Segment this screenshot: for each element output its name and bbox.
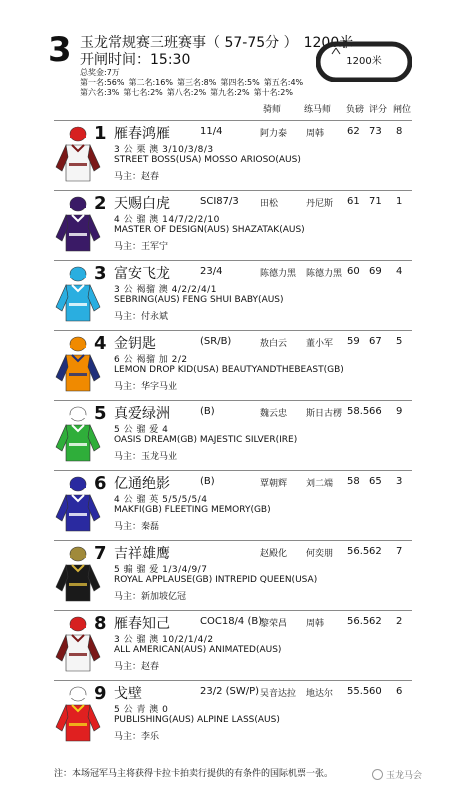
- horse-name: 真爱绿洲: [114, 406, 170, 422]
- rating: 60: [369, 686, 382, 697]
- col-trainer: 练马师: [304, 105, 332, 115]
- horse-details: 3 公 褐骝 澳 4/2/2/4/1: [114, 285, 217, 295]
- runner-number: 2: [94, 193, 107, 214]
- trainer-name: 董小军: [306, 339, 334, 349]
- weight: 56.5: [347, 546, 370, 557]
- rating: 71: [369, 196, 382, 207]
- owner: 马主：王军宁: [114, 242, 169, 252]
- prize-split-item: 第四名:5%: [220, 78, 260, 87]
- total-purse: 总奖金:7万: [80, 68, 120, 77]
- owner: 马主：玉龙马业: [114, 452, 178, 462]
- trainer-name: 何奕朋: [306, 549, 334, 559]
- runner-row: [54, 120, 412, 186]
- runner-odds: (B): [200, 476, 215, 487]
- runner-number: 9: [94, 683, 107, 704]
- runner-number: 5: [94, 403, 107, 424]
- horse-name: 天赐白虎: [114, 196, 170, 212]
- owner: 马主：付永斌: [114, 312, 169, 322]
- prize-split-item: 第五名:4%: [263, 78, 304, 87]
- owner: 马主：华字马业: [114, 382, 178, 392]
- jockey-name: 赵殿化: [260, 549, 288, 559]
- weight: 56.5: [347, 616, 370, 627]
- jockey-name: 田松: [260, 199, 279, 209]
- draw: 5: [396, 336, 403, 347]
- pedigree: STREET BOSS(USA) MOSSO ARIOSO(AUS): [114, 155, 301, 165]
- weight: 55.5: [347, 686, 370, 697]
- trainer-name: 周韩: [306, 129, 325, 139]
- runner-number: 4: [94, 333, 107, 354]
- trainer-name: 斯日古楞: [306, 409, 343, 419]
- prize-split-item: 第七名:2%: [123, 88, 163, 97]
- weight: 58.5: [347, 406, 370, 417]
- runner-number: 1: [94, 123, 107, 144]
- runner-number: 3: [94, 263, 107, 284]
- race-number: 3: [48, 30, 72, 70]
- col-jockey: 骑师: [263, 105, 282, 115]
- gate-time: 开闸时间：15:30: [80, 52, 191, 68]
- draw: 8: [396, 126, 403, 137]
- column-headers: [0, 102, 450, 116]
- prize-split-item: 第九名:2%: [210, 88, 250, 97]
- runner-odds: COC18/4 (B): [200, 616, 263, 627]
- runner-row: [54, 680, 412, 746]
- col-rating: 评分: [369, 105, 388, 115]
- weight: 61: [347, 196, 360, 207]
- rating: 62: [369, 546, 382, 557]
- race-distance: 1200米: [303, 35, 354, 51]
- runner-odds: (B): [200, 406, 215, 417]
- footer-note: 注：本场冠军马主将获得卡拉卡拍卖行提供的有条件的国际机票一张。: [54, 769, 334, 779]
- prize-split-row2: [80, 87, 297, 98]
- runner-row: [54, 330, 412, 396]
- runner-odds: (SR/B): [200, 336, 232, 347]
- horse-details: 5 公 青 澳 0: [114, 705, 169, 715]
- prize-split-item: 第三名:8%: [176, 78, 217, 87]
- horse-name: 吉祥雄鹰: [114, 546, 170, 562]
- owner: 马主：李乐: [114, 732, 160, 742]
- rating: 67: [369, 336, 382, 347]
- weight: 58: [347, 476, 360, 487]
- horse-details: 5 公 骝 爱 4: [114, 425, 169, 435]
- horse-details: 3 公 栗 澳 3/10/3/8/3: [114, 145, 214, 155]
- pedigree: MASTER OF DESIGN(AUS) SHAZATAK(AUS): [114, 225, 305, 235]
- draw: 9: [396, 406, 403, 417]
- runner-odds: SCI87/3: [200, 196, 239, 207]
- runner-row: [54, 540, 412, 606]
- watermark: [372, 768, 422, 781]
- draw: 3: [396, 476, 403, 487]
- pedigree: OASIS DREAM(GB) MAJESTIC SILVER(IRE): [114, 435, 298, 445]
- runner-row: [54, 190, 412, 256]
- wechat-icon: [372, 769, 383, 780]
- pedigree: MAKFI(GB) FLEETING MEMORY(GB): [114, 505, 271, 515]
- track-distance-label: 1200米: [346, 56, 382, 67]
- runner-row: [54, 260, 412, 326]
- horse-details: 6 公 褐骝 加 2/2: [114, 355, 188, 365]
- owner: 马主：新加坡亿冠: [114, 592, 187, 602]
- jockey-name: 黎荣昌: [260, 619, 288, 629]
- prize-split-item: 第二名:16%: [128, 78, 173, 87]
- jockey-name: 陈德力黑: [260, 269, 297, 279]
- trainer-name: 刘二端: [306, 479, 334, 489]
- trainer-name: 丹尼斯: [306, 199, 334, 209]
- jockey-name: 敖白云: [260, 339, 288, 349]
- race-title-text: 玉龙常规赛三班赛事（ 57-75分 ）: [80, 35, 298, 51]
- runner-number: 7: [94, 543, 107, 564]
- pedigree: ALL AMERICAN(AUS) ANIMATED(AUS): [114, 645, 282, 655]
- horse-name: 雁春鸿雁: [114, 126, 170, 142]
- horse-details: 5 骟 骝 爱 1/3/4/9/7: [114, 565, 208, 575]
- horse-name: 富安飞龙: [114, 266, 170, 282]
- jockey-name: 覃朝辉: [260, 479, 288, 489]
- pedigree: ROYAL APPLAUSE(GB) INTREPID QUEEN(USA): [114, 575, 318, 585]
- draw: 4: [396, 266, 403, 277]
- runner-number: 8: [94, 613, 107, 634]
- draw: 2: [396, 616, 403, 627]
- jockey-name: 阿力泰: [260, 129, 288, 139]
- runner-row: [54, 400, 412, 466]
- horse-details: 4 公 骝 英 5/5/5/5/4: [114, 495, 208, 505]
- horse-name: 亿通绝影: [114, 476, 170, 492]
- horse-name: 雁春知己: [114, 616, 170, 632]
- draw: 6: [396, 686, 403, 697]
- runner-row: [54, 610, 412, 676]
- runner-odds: 11/4: [200, 126, 223, 137]
- jockey-name: 魏云忠: [260, 409, 288, 419]
- owner: 马主：赵春: [114, 662, 160, 672]
- horse-details: 3 公 骝 澳 10/2/1/4/2: [114, 635, 214, 645]
- rating: 65: [369, 476, 382, 487]
- col-draw: 闸位: [393, 105, 412, 115]
- weight: 60: [347, 266, 360, 277]
- trainer-name: 地达尔: [306, 689, 334, 699]
- horse-name: 金钥匙: [114, 336, 156, 352]
- rating: 62: [369, 616, 382, 627]
- prize-split-item: 第十名:2%: [253, 88, 293, 97]
- trainer-name: 陈德力黑: [306, 269, 343, 279]
- owner: 马主：秦磊: [114, 522, 160, 532]
- runner-number: 6: [94, 473, 107, 494]
- pedigree: SEBRING(AUS) FENG SHUI BABY(AUS): [114, 295, 284, 305]
- horse-details: 4 公 骝 澳 14/7/2/2/10: [114, 215, 220, 225]
- owner: 马主：赵春: [114, 172, 160, 182]
- rating: 66: [369, 406, 382, 417]
- watermark-text: 玉龙马会: [386, 771, 423, 781]
- prize-split-item: 第六名:3%: [80, 88, 120, 97]
- rating: 73: [369, 126, 382, 137]
- race-header: [0, 0, 450, 98]
- pedigree: PUBLISHING(AUS) ALPINE LASS(AUS): [114, 715, 280, 725]
- horse-name: 戈壁: [114, 686, 142, 702]
- runner-odds: 23/4: [200, 266, 223, 277]
- runner-odds: 23/2 (SW/P): [200, 686, 260, 697]
- col-weight: 负磅: [346, 105, 365, 115]
- rating: 69: [369, 266, 382, 277]
- draw: 1: [396, 196, 403, 207]
- draw: 7: [396, 546, 403, 557]
- weight: 62: [347, 126, 360, 137]
- weight: 59: [347, 336, 360, 347]
- prize-split-item: 第一名:56%: [80, 78, 125, 87]
- runner-row: [54, 470, 412, 536]
- trainer-name: 周韩: [306, 619, 325, 629]
- jockey-name: 吴音达拉: [260, 689, 297, 699]
- prize-split-item: 第八名:2%: [166, 88, 207, 97]
- pedigree: LEMON DROP KID(USA) BEAUTYANDTHEBEAST(GB): [114, 365, 344, 375]
